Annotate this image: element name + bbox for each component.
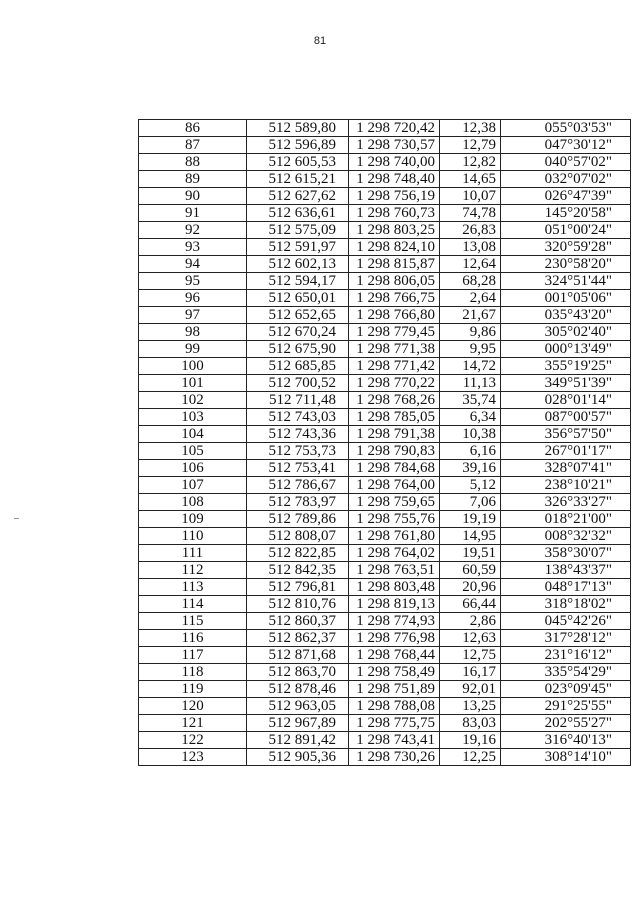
- distance-cell: 2,86: [440, 613, 501, 630]
- point-number-cell: 90: [139, 188, 247, 205]
- point-number-cell: 101: [139, 375, 247, 392]
- bearing-cell: 326°33'27": [501, 494, 631, 511]
- y-coordinate-cell: 1 298 761,80: [349, 528, 440, 545]
- point-number-cell: 94: [139, 256, 247, 273]
- x-coordinate-cell: 512 605,53: [247, 154, 349, 171]
- distance-cell: 92,01: [440, 681, 501, 698]
- distance-cell: 10,07: [440, 188, 501, 205]
- table-row: [139, 358, 631, 375]
- x-coordinate-cell: 512 575,09: [247, 222, 349, 239]
- bearing-cell: 028°01'14": [501, 392, 631, 409]
- x-coordinate-cell: 512 670,24: [247, 324, 349, 341]
- x-coordinate-cell: 512 743,36: [247, 426, 349, 443]
- table-row: [139, 205, 631, 222]
- table-row: [139, 392, 631, 409]
- distance-cell: 6,34: [440, 409, 501, 426]
- distance-cell: 74,78: [440, 205, 501, 222]
- point-number-cell: 123: [139, 749, 247, 766]
- point-number-cell: 113: [139, 579, 247, 596]
- distance-cell: 12,82: [440, 154, 501, 171]
- bearing-cell: 308°14'10": [501, 749, 631, 766]
- table-row: [139, 120, 631, 137]
- point-number-cell: 112: [139, 562, 247, 579]
- bearing-cell: 324°51'44": [501, 273, 631, 290]
- bearing-cell: 035°43'20": [501, 307, 631, 324]
- bearing-cell: 145°20'58": [501, 205, 631, 222]
- bearing-cell: 001°05'06": [501, 290, 631, 307]
- x-coordinate-cell: 512 862,37: [247, 630, 349, 647]
- x-coordinate-cell: 512 596,89: [247, 137, 349, 154]
- point-number-cell: 92: [139, 222, 247, 239]
- distance-cell: 60,59: [440, 562, 501, 579]
- x-coordinate-cell: 512 786,67: [247, 477, 349, 494]
- table-row: [139, 664, 631, 681]
- x-coordinate-cell: 512 591,97: [247, 239, 349, 256]
- distance-cell: 20,96: [440, 579, 501, 596]
- x-coordinate-cell: 512 594,17: [247, 273, 349, 290]
- distance-cell: 19,19: [440, 511, 501, 528]
- point-number-cell: 118: [139, 664, 247, 681]
- point-number-cell: 111: [139, 545, 247, 562]
- distance-cell: 12,38: [440, 120, 501, 137]
- distance-cell: 39,16: [440, 460, 501, 477]
- point-number-cell: 86: [139, 120, 247, 137]
- y-coordinate-cell: 1 298 751,89: [349, 681, 440, 698]
- y-coordinate-cell: 1 298 803,48: [349, 579, 440, 596]
- table-row: [139, 171, 631, 188]
- distance-cell: 6,16: [440, 443, 501, 460]
- bearing-cell: 040°57'02": [501, 154, 631, 171]
- distance-cell: 14,72: [440, 358, 501, 375]
- table-row: [139, 154, 631, 171]
- distance-cell: 9,86: [440, 324, 501, 341]
- bearing-cell: 349°51'39": [501, 375, 631, 392]
- point-number-cell: 91: [139, 205, 247, 222]
- x-coordinate-cell: 512 636,61: [247, 205, 349, 222]
- distance-cell: 11,13: [440, 375, 501, 392]
- y-coordinate-cell: 1 298 791,38: [349, 426, 440, 443]
- y-coordinate-cell: 1 298 774,93: [349, 613, 440, 630]
- table-row: [139, 324, 631, 341]
- bearing-cell: 023°09'45": [501, 681, 631, 698]
- point-number-cell: 93: [139, 239, 247, 256]
- bearing-cell: 328°07'41": [501, 460, 631, 477]
- table-row: [139, 256, 631, 273]
- coordinates-table-body: [139, 120, 631, 766]
- point-number-cell: 97: [139, 307, 247, 324]
- point-number-cell: 88: [139, 154, 247, 171]
- y-coordinate-cell: 1 298 758,49: [349, 664, 440, 681]
- point-number-cell: 87: [139, 137, 247, 154]
- bearing-cell: 051°00'24": [501, 222, 631, 239]
- x-coordinate-cell: 512 627,62: [247, 188, 349, 205]
- y-coordinate-cell: 1 298 730,57: [349, 137, 440, 154]
- x-coordinate-cell: 512 753,73: [247, 443, 349, 460]
- bearing-cell: 231°16'12": [501, 647, 631, 664]
- y-coordinate-cell: 1 298 824,10: [349, 239, 440, 256]
- y-coordinate-cell: 1 298 790,83: [349, 443, 440, 460]
- point-number-cell: 102: [139, 392, 247, 409]
- table-row: [139, 375, 631, 392]
- point-number-cell: 105: [139, 443, 247, 460]
- bearing-cell: 047°30'12": [501, 137, 631, 154]
- y-coordinate-cell: 1 298 779,45: [349, 324, 440, 341]
- point-number-cell: 106: [139, 460, 247, 477]
- distance-cell: 66,44: [440, 596, 501, 613]
- bearing-cell: 356°57'50": [501, 426, 631, 443]
- bearing-cell: 267°01'17": [501, 443, 631, 460]
- x-coordinate-cell: 512 810,76: [247, 596, 349, 613]
- distance-cell: 13,25: [440, 698, 501, 715]
- table-row: [139, 732, 631, 749]
- bearing-cell: 048°17'13": [501, 579, 631, 596]
- table-row: [139, 307, 631, 324]
- x-coordinate-cell: 512 650,01: [247, 290, 349, 307]
- x-coordinate-cell: 512 878,46: [247, 681, 349, 698]
- point-number-cell: 110: [139, 528, 247, 545]
- table-row: [139, 562, 631, 579]
- bearing-cell: 238°10'21": [501, 477, 631, 494]
- y-coordinate-cell: 1 298 766,75: [349, 290, 440, 307]
- bearing-cell: 355°19'25": [501, 358, 631, 375]
- x-coordinate-cell: 512 967,89: [247, 715, 349, 732]
- point-number-cell: 104: [139, 426, 247, 443]
- bearing-cell: 317°28'12": [501, 630, 631, 647]
- x-coordinate-cell: 512 700,52: [247, 375, 349, 392]
- distance-cell: 83,03: [440, 715, 501, 732]
- x-coordinate-cell: 512 860,37: [247, 613, 349, 630]
- x-coordinate-cell: 512 905,36: [247, 749, 349, 766]
- y-coordinate-cell: 1 298 771,42: [349, 358, 440, 375]
- point-number-cell: 115: [139, 613, 247, 630]
- table-row: [139, 545, 631, 562]
- page-number: 81: [313, 35, 327, 47]
- table-row: [139, 528, 631, 545]
- table-row: [139, 749, 631, 766]
- point-number-cell: 107: [139, 477, 247, 494]
- y-coordinate-cell: 1 298 730,26: [349, 749, 440, 766]
- distance-cell: 10,38: [440, 426, 501, 443]
- bearing-cell: 055°03'53": [501, 120, 631, 137]
- x-coordinate-cell: 512 711,48: [247, 392, 349, 409]
- bearing-cell: 316°40'13": [501, 732, 631, 749]
- distance-cell: 12,79: [440, 137, 501, 154]
- bearing-cell: 026°47'39": [501, 188, 631, 205]
- table-row: [139, 443, 631, 460]
- x-coordinate-cell: 512 615,21: [247, 171, 349, 188]
- x-coordinate-cell: 512 602,13: [247, 256, 349, 273]
- y-coordinate-cell: 1 298 776,98: [349, 630, 440, 647]
- scan-artifact: [14, 518, 19, 519]
- bearing-cell: 008°32'32": [501, 528, 631, 545]
- bearing-cell: 018°21'00": [501, 511, 631, 528]
- x-coordinate-cell: 512 589,80: [247, 120, 349, 137]
- x-coordinate-cell: 512 842,35: [247, 562, 349, 579]
- bearing-cell: 032°07'02": [501, 171, 631, 188]
- x-coordinate-cell: 512 753,41: [247, 460, 349, 477]
- y-coordinate-cell: 1 298 720,42: [349, 120, 440, 137]
- distance-cell: 21,67: [440, 307, 501, 324]
- x-coordinate-cell: 512 808,07: [247, 528, 349, 545]
- table-row: [139, 188, 631, 205]
- y-coordinate-cell: 1 298 806,05: [349, 273, 440, 290]
- x-coordinate-cell: 512 675,90: [247, 341, 349, 358]
- y-coordinate-cell: 1 298 788,08: [349, 698, 440, 715]
- y-coordinate-cell: 1 298 766,80: [349, 307, 440, 324]
- y-coordinate-cell: 1 298 748,40: [349, 171, 440, 188]
- table-row: [139, 477, 631, 494]
- table-row: [139, 647, 631, 664]
- y-coordinate-cell: 1 298 803,25: [349, 222, 440, 239]
- point-number-cell: 99: [139, 341, 247, 358]
- bearing-cell: 320°59'28": [501, 239, 631, 256]
- table-row: [139, 613, 631, 630]
- distance-cell: 12,75: [440, 647, 501, 664]
- distance-cell: 19,16: [440, 732, 501, 749]
- y-coordinate-cell: 1 298 771,38: [349, 341, 440, 358]
- point-number-cell: 122: [139, 732, 247, 749]
- table-row: [139, 698, 631, 715]
- x-coordinate-cell: 512 685,85: [247, 358, 349, 375]
- y-coordinate-cell: 1 298 819,13: [349, 596, 440, 613]
- point-number-cell: 96: [139, 290, 247, 307]
- table-row: [139, 460, 631, 477]
- point-number-cell: 120: [139, 698, 247, 715]
- table-row: [139, 596, 631, 613]
- table-row: [139, 341, 631, 358]
- point-number-cell: 89: [139, 171, 247, 188]
- distance-cell: 26,83: [440, 222, 501, 239]
- y-coordinate-cell: 1 298 770,22: [349, 375, 440, 392]
- point-number-cell: 119: [139, 681, 247, 698]
- distance-cell: 7,06: [440, 494, 501, 511]
- table-row: [139, 409, 631, 426]
- table-row: [139, 222, 631, 239]
- table-row: [139, 630, 631, 647]
- distance-cell: 12,25: [440, 749, 501, 766]
- distance-cell: 13,08: [440, 239, 501, 256]
- bearing-cell: 138°43'37": [501, 562, 631, 579]
- y-coordinate-cell: 1 298 775,75: [349, 715, 440, 732]
- table-row: [139, 715, 631, 732]
- point-number-cell: 108: [139, 494, 247, 511]
- table-row: [139, 290, 631, 307]
- point-number-cell: 114: [139, 596, 247, 613]
- bearing-cell: 305°02'40": [501, 324, 631, 341]
- point-number-cell: 100: [139, 358, 247, 375]
- x-coordinate-cell: 512 743,03: [247, 409, 349, 426]
- y-coordinate-cell: 1 298 764,00: [349, 477, 440, 494]
- table-row: [139, 239, 631, 256]
- y-coordinate-cell: 1 298 785,05: [349, 409, 440, 426]
- x-coordinate-cell: 512 652,65: [247, 307, 349, 324]
- point-number-cell: 95: [139, 273, 247, 290]
- table-row: [139, 273, 631, 290]
- distance-cell: 2,64: [440, 290, 501, 307]
- x-coordinate-cell: 512 891,42: [247, 732, 349, 749]
- distance-cell: 9,95: [440, 341, 501, 358]
- bearing-cell: 318°18'02": [501, 596, 631, 613]
- y-coordinate-cell: 1 298 755,76: [349, 511, 440, 528]
- point-number-cell: 98: [139, 324, 247, 341]
- y-coordinate-cell: 1 298 760,73: [349, 205, 440, 222]
- distance-cell: 68,28: [440, 273, 501, 290]
- distance-cell: 19,51: [440, 545, 501, 562]
- table-row: [139, 681, 631, 698]
- distance-cell: 5,12: [440, 477, 501, 494]
- point-number-cell: 116: [139, 630, 247, 647]
- table-row: [139, 426, 631, 443]
- y-coordinate-cell: 1 298 740,00: [349, 154, 440, 171]
- y-coordinate-cell: 1 298 764,02: [349, 545, 440, 562]
- table-row: [139, 579, 631, 596]
- table-row: [139, 494, 631, 511]
- distance-cell: 35,74: [440, 392, 501, 409]
- x-coordinate-cell: 512 796,81: [247, 579, 349, 596]
- x-coordinate-cell: 512 783,97: [247, 494, 349, 511]
- y-coordinate-cell: 1 298 759,65: [349, 494, 440, 511]
- y-coordinate-cell: 1 298 815,87: [349, 256, 440, 273]
- x-coordinate-cell: 512 822,85: [247, 545, 349, 562]
- y-coordinate-cell: 1 298 768,26: [349, 392, 440, 409]
- y-coordinate-cell: 1 298 743,41: [349, 732, 440, 749]
- bearing-cell: 230°58'20": [501, 256, 631, 273]
- point-number-cell: 103: [139, 409, 247, 426]
- coordinates-table: [138, 119, 631, 766]
- x-coordinate-cell: 512 789,86: [247, 511, 349, 528]
- x-coordinate-cell: 512 963,05: [247, 698, 349, 715]
- y-coordinate-cell: 1 298 784,68: [349, 460, 440, 477]
- point-number-cell: 109: [139, 511, 247, 528]
- distance-cell: 12,63: [440, 630, 501, 647]
- table-row: [139, 137, 631, 154]
- bearing-cell: 291°25'55": [501, 698, 631, 715]
- bearing-cell: 000°13'49": [501, 341, 631, 358]
- table-row: [139, 511, 631, 528]
- bearing-cell: 045°42'26": [501, 613, 631, 630]
- bearing-cell: 087°00'57": [501, 409, 631, 426]
- x-coordinate-cell: 512 871,68: [247, 647, 349, 664]
- y-coordinate-cell: 1 298 768,44: [349, 647, 440, 664]
- point-number-cell: 117: [139, 647, 247, 664]
- distance-cell: 14,95: [440, 528, 501, 545]
- distance-cell: 14,65: [440, 171, 501, 188]
- y-coordinate-cell: 1 298 763,51: [349, 562, 440, 579]
- distance-cell: 12,64: [440, 256, 501, 273]
- x-coordinate-cell: 512 863,70: [247, 664, 349, 681]
- bearing-cell: 335°54'29": [501, 664, 631, 681]
- point-number-cell: 121: [139, 715, 247, 732]
- bearing-cell: 358°30'07": [501, 545, 631, 562]
- distance-cell: 16,17: [440, 664, 501, 681]
- bearing-cell: 202°55'27": [501, 715, 631, 732]
- y-coordinate-cell: 1 298 756,19: [349, 188, 440, 205]
